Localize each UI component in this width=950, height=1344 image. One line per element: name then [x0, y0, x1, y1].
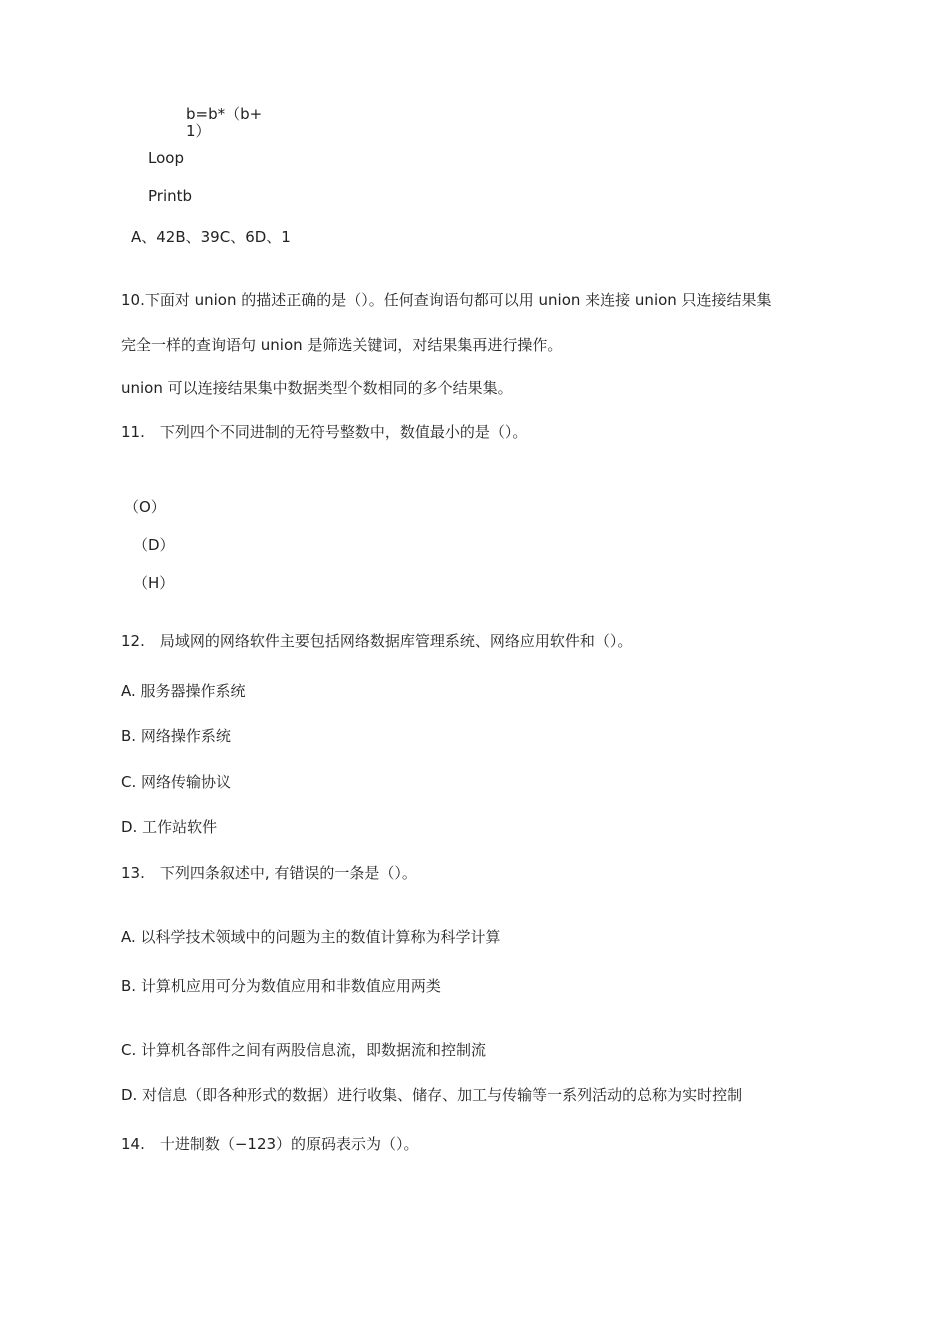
question-13-option-b: B. 计算机应用可分为数值应用和非数值应用两类	[121, 977, 441, 995]
code-line-assign-cont: 1）	[186, 122, 211, 140]
code-line-assign: b=b*（b+	[186, 105, 263, 123]
question-13-option-a: A. 以科学技术领域中的问题为主的数值计算称为科学计算	[121, 928, 501, 946]
code-line-print: Printb	[148, 187, 193, 205]
question-13-option-d: D. 对信息（即各种形式的数据）进行收集、储存、加工与传输等一系列活动的总称为实时控制	[121, 1086, 743, 1104]
answer-options: A、42B、39C、6D、1	[131, 228, 291, 246]
question-11-option-h: （H）	[133, 574, 175, 592]
question-12-option-c: C. 网络传输协议	[121, 773, 232, 791]
question-10-line-1: 10.下面对 union 的描述正确的是（）。任何查询语句都可以用 union 来连接 union 只连接结果集	[121, 291, 772, 309]
question-12-stem: 12. 局域网的网络软件主要包括网络数据库管理系统、网络应用软件和（）。	[121, 632, 633, 650]
question-13-stem: 13. 下列四条叙述中, 有错误的一条是（）。	[121, 864, 417, 882]
question-12-option-b: B. 网络操作系统	[121, 727, 231, 745]
code-line-loop: Loop	[148, 149, 184, 167]
question-11-option-d: （D）	[133, 536, 175, 554]
question-11-option-o: （O）	[124, 498, 166, 516]
question-10-line-2: 完全一样的查询语句 union 是筛选关键词，对结果集再进行操作。	[121, 336, 563, 354]
question-10-line-3: union 可以连接结果集中数据类型个数相同的多个结果集。	[121, 379, 513, 397]
question-13-option-c: C. 计算机各部件之间有两股信息流，即数据流和控制流	[121, 1041, 487, 1059]
question-12-option-a: A. 服务器操作系统	[121, 682, 246, 700]
question-11-stem: 11. 下列四个不同进制的无符号整数中，数值最小的是（）。	[121, 423, 528, 441]
question-14-stem: 14. 十进制数（−123）的原码表示为（）。	[121, 1135, 419, 1153]
question-12-option-d: D. 工作站软件	[121, 818, 218, 836]
